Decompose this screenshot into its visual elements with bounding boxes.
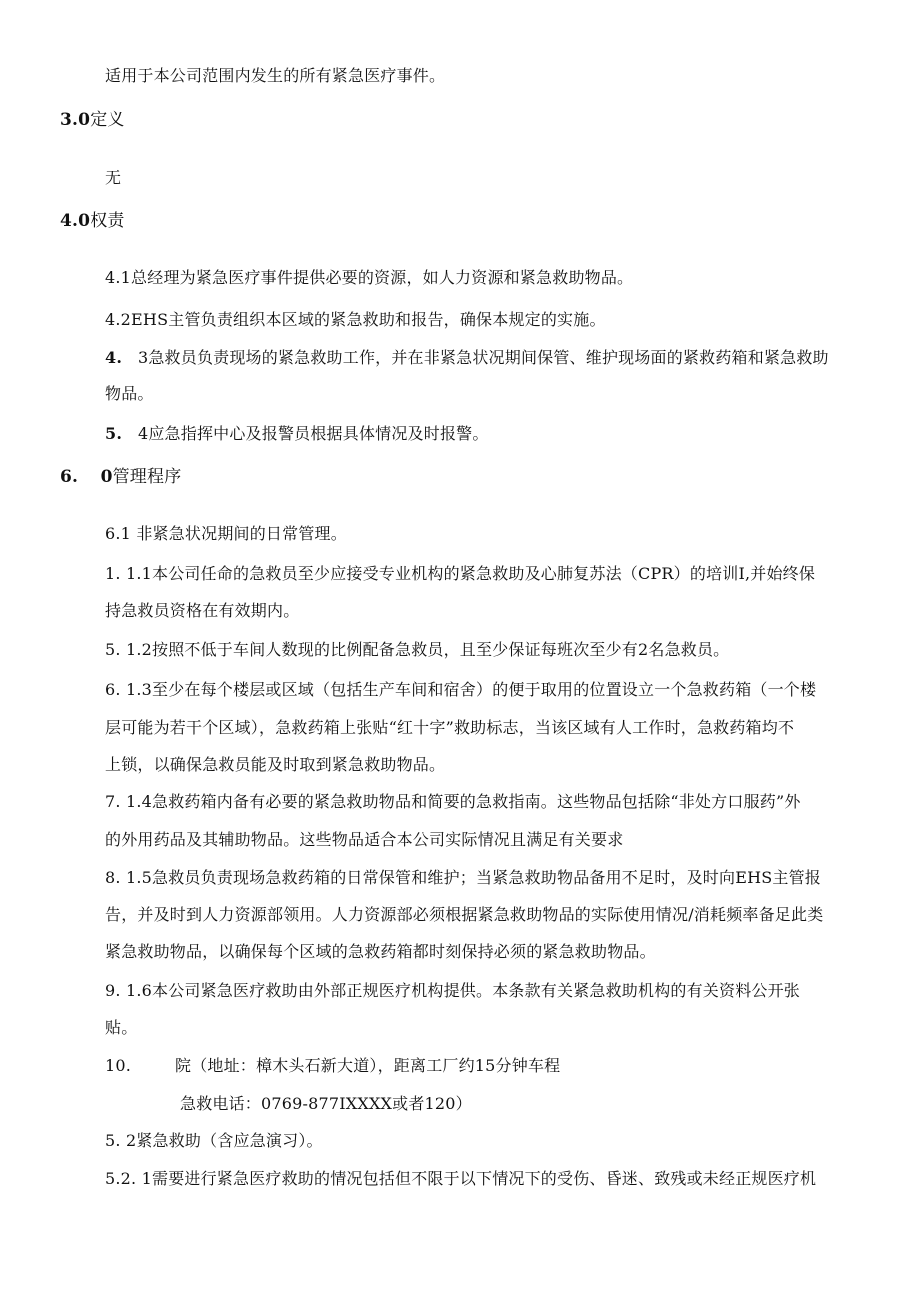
- responsibility-heading: [60, 209, 125, 233]
- procedure-item-1-line2: 持急救员资格在有效期内。: [105, 601, 300, 620]
- procedure-number-b: 0: [100, 467, 113, 487]
- responsibility-number: 4.0: [60, 211, 91, 231]
- emergency-title: 5. 2紧急救助（含应急演习）。: [105, 1131, 323, 1150]
- scope-text: 适用于本公司范围内发生的所有紧急医疗事件。: [105, 66, 446, 85]
- procedure-item-6-line2: 贴。: [105, 1018, 138, 1037]
- procedure-item-5-line3: 紧急救助物品，以确保每个区域的急救药箱都时刻保持必须的紧急救助物品。: [105, 942, 656, 961]
- emergency-item: 5.2. 1需要进行紧急医疗救助的情况包括但不限于以下情况下的受伤、昏迷、致残或未经正规医疗机: [105, 1169, 817, 1188]
- procedure-item-5-line2: 告，并及时到人力资源部领用。人力资源部必须根据紧急救助物品的实际使用情况/消耗频率备足此类: [105, 905, 824, 924]
- responsibility-item-4: [105, 422, 489, 446]
- responsibility-item-4-text: 4应急指挥中心及报警员根据具体情况及时报警。: [137, 424, 489, 443]
- hospital-number: 10.: [105, 1056, 132, 1075]
- responsibility-item-3: [105, 346, 829, 370]
- procedure-item-4-line1: 7. 1.4急救药箱内备有必要的紧急救助物品和简要的急救指南。这些物品包括除“非处方口服药”外: [105, 792, 801, 811]
- definition-title: 定义: [90, 110, 125, 130]
- procedure-item-3-line2: 层可能为若干个区域），急救药箱上张贴“红十字”救助标志，当该区域有人工作时，急救药箱均不: [105, 718, 795, 737]
- procedure-item-1-line1: 1. 1.1本公司任命的急救员至少应接受专业机构的紧急救助及心肺复苏法（CPR）的培训I,并始终保: [105, 564, 816, 583]
- responsibility-item-1: 4.1总经理为紧急医疗事件提供必要的资源，如人力资源和紧急救助物品。: [105, 268, 634, 287]
- procedure-title: 管理程序: [112, 467, 182, 487]
- definition-content: 无: [105, 168, 122, 187]
- hospital-phone: 急救电话：0769-877IXXXX或者120）: [180, 1094, 472, 1113]
- procedure-heading: [60, 465, 181, 489]
- procedure-number-a: 6.: [60, 467, 79, 487]
- procedure-item-4-line2: 的外用药品及其辅助物品。这些物品适合本公司实际情况且满足有关要求: [105, 830, 624, 849]
- procedure-item-3-line3: 上锁，以确保急救员能及时取到紧急救助物品。: [105, 755, 446, 774]
- responsibility-title: 权责: [90, 211, 125, 231]
- procedure-item-3-line1: 6. 1.3至少在每个楼层或区域（包括生产车间和宿舍）的便于取用的位置设立一个急救药箱（一个楼: [105, 680, 817, 699]
- procedure-item-6-line1: 9. 1.6本公司紧急医疗救助由外部正规医疗机构提供。本条款有关紧急救助机构的有关资料公开张: [105, 981, 800, 1000]
- responsibility-item-4-prefix: 5.: [105, 424, 123, 443]
- responsibility-item-3-line1: 3急救员负责现场的紧急救助工作，并在非紧急状况期间保管、维护现场面的紧救药箱和紧急救助: [137, 348, 829, 367]
- procedure-item-5-line1: 8. 1.5急救员负责现场急救药箱的日常保管和维护；当紧急救助物品备用不足时，及时向EHS主管报: [105, 868, 821, 887]
- responsibility-item-3-prefix: 4.: [105, 348, 123, 367]
- responsibility-item-3-cont: 物品。: [105, 384, 154, 403]
- hospital-address: 院（地址：樟木头石新大道），距离工厂约15分钟车程: [175, 1056, 561, 1075]
- procedure-subtitle: 6.1 非紧急状况期间的日常管理。: [105, 524, 347, 543]
- definition-heading: [60, 108, 125, 132]
- procedure-item-2-line1: 5. 1.2按照不低于车间人数现的比例配备急救员，且至少保证每班次至少有2名急救员。: [105, 640, 730, 659]
- definition-number: 3.0: [60, 110, 91, 130]
- responsibility-item-2: 4.2EHS主管负责组织本区域的紧急救助和报告，确保本规定的实施。: [105, 310, 606, 329]
